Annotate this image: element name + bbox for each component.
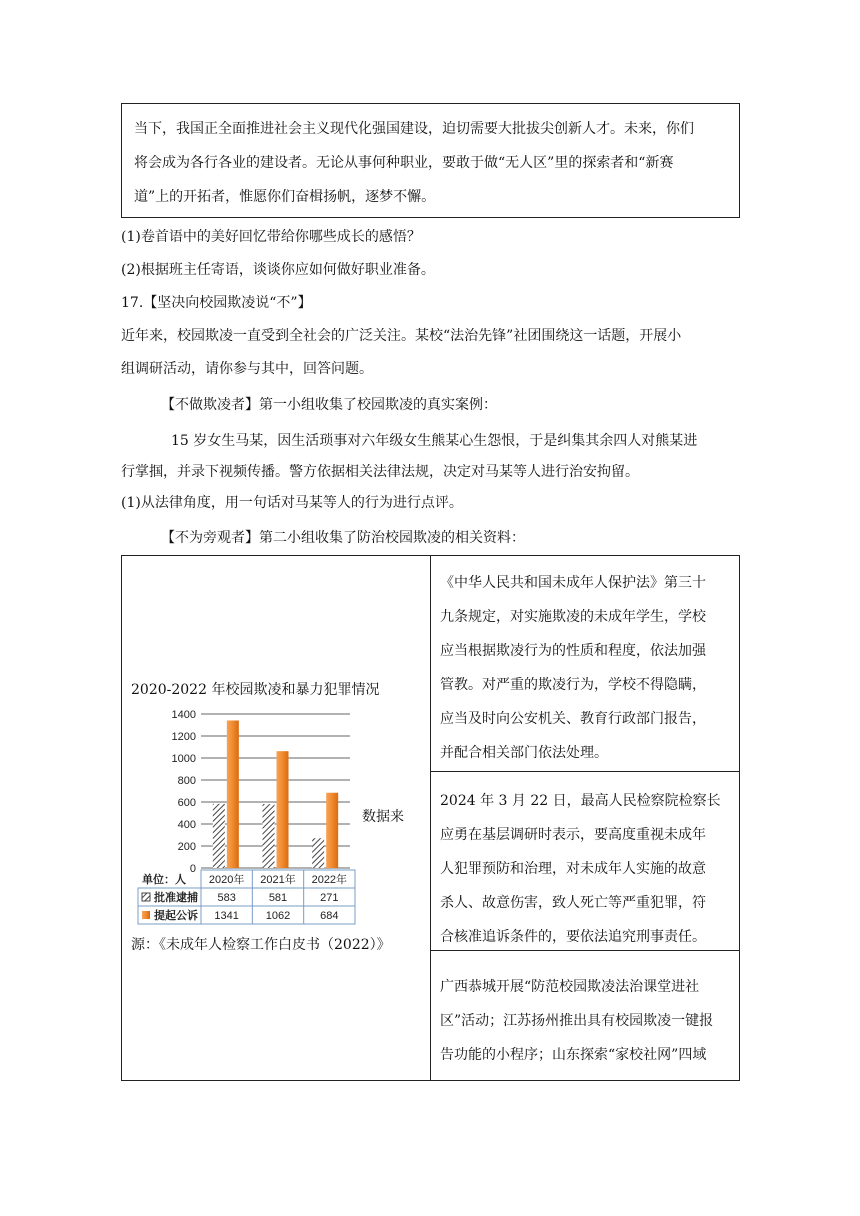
q17-case-line2: 行掌掴，并录下视频传播。警方依据相关法律法规，决定对马某等人进行治安拘留。 (121, 464, 639, 480)
law-text-line: 管教。对严重的欺凌行为，学校不得隐瞒， (440, 677, 706, 693)
quote-line: 当下，我国正全面推进社会主义现代化强国建设，迫切需要大批拔尖创新人才。未来，你们 (134, 121, 694, 137)
table-divider (430, 771, 740, 772)
local-practice-text-line: 告功能的小程序；山东探索“家校社网”四域 (440, 1047, 707, 1063)
quote-box (121, 103, 740, 218)
bar-chart (128, 702, 368, 934)
q17-sub1: (1)从法律角度，用一句话对马某等人的行为进行点评。 (121, 495, 463, 511)
q17-intro-line2: 组调研活动，请你参与其中，回答问题。 (121, 361, 373, 377)
y-tick-label: 200 (177, 841, 196, 853)
materials-table (121, 555, 740, 1081)
legend-label: 批准逮捕 (154, 892, 198, 904)
quote-line: 将会成为各行各业的建设者。无论从事何种职业，要敢于做“无人区”里的探索者和“新赛 (134, 155, 674, 171)
data-label: 271 (320, 892, 339, 904)
data-label: 583 (217, 892, 236, 904)
y-tick-label: 1400 (171, 709, 196, 721)
data-label: 684 (320, 910, 339, 922)
x-tick-label: 2022年 (311, 874, 348, 886)
law-text-line: 并配合相关部门依法处理。 (440, 745, 608, 761)
law-text-line: 九条规定，对实施欺凌的未成年学生，学校 (440, 609, 706, 625)
q17-group2: 【不为旁观者】第二小组收集了防治校园欺凌的相关资料： (161, 530, 525, 546)
law-text-line: 应当根据欺凌行为的性质和程度，依法加强 (440, 643, 706, 659)
bar (326, 793, 338, 868)
q17-group1: 【不做欺凌者】第一小组收集了校园欺凌的真实案例： (161, 397, 497, 413)
legend-swatch (142, 893, 150, 901)
local-practice-text-line: 区”活动；江苏扬州推出具有校园欺凌一键报 (440, 1013, 714, 1029)
data-label: 1062 (265, 910, 291, 922)
chart-source-part1: 数据来 (362, 809, 404, 825)
data-label: 1341 (214, 910, 239, 922)
x-tick-label: 2020年 (208, 874, 245, 886)
law-text-line: 《中华人民共和国未成年人保护法》第三十 (440, 575, 706, 591)
y-tick-label: 600 (177, 797, 196, 809)
y-tick-label: 1000 (171, 753, 196, 765)
local-practice-text-line: 广西恭城开展“防范校园欺凌法治课堂进社 (440, 979, 700, 995)
data-label: 581 (268, 892, 288, 904)
y-tick-label: 0 (189, 863, 196, 875)
x-tick-label: 2021年 (260, 874, 296, 886)
procuratorate-text-line: 应勇在基层调研时表示，要高度重视未成年 (440, 827, 706, 843)
procuratorate-text-line: 杀人、故意伤害，致人死亡等严重犯罪，符 (440, 895, 706, 911)
procuratorate-text-line: 合核准追诉条件的，要依法追究刑事责任。 (440, 929, 706, 945)
q17-title: 17.【坚决向校园欺凌说“不”】 (121, 295, 312, 311)
procuratorate-text-line: 人犯罪预防和治理，对未成年人实施的故意 (440, 861, 706, 877)
table-divider (430, 556, 431, 1080)
q17-intro-line1: 近年来，校园欺凌一直受到全社会的广泛关注。某校“法治先锋”社团围绕这一话题，开展小 (121, 328, 682, 344)
y-tick-label: 400 (177, 819, 196, 831)
bar (213, 804, 225, 868)
unit-label: 单位：人 (142, 874, 186, 886)
law-text-line: 应当及时向公安机关、教育行政部门报告， (440, 711, 706, 727)
bar (263, 804, 275, 868)
q16-sub1: (1)卷首语中的美好回忆带给你哪些成长的感悟？ (121, 229, 421, 245)
quote-line: 道”上的开拓者，惟愿你们奋楫扬帆，逐梦不懈。 (134, 189, 436, 205)
legend-swatch (142, 911, 150, 919)
bar (312, 838, 324, 868)
procuratorate-text-line: 2024 年 3 月 22 日，最高人民检察院检察长 (440, 793, 721, 809)
bar (227, 720, 239, 868)
table-divider (430, 950, 740, 951)
y-tick-label: 1200 (171, 731, 196, 743)
q17-case-line1: 15 岁女生马某，因生活琐事对六年级女生熊某心生怨恨，于是纠集其余四人对熊某进 (171, 433, 698, 449)
q16-sub2: (2)根据班主任寄语，谈谈你应如何做好职业准备。 (121, 262, 435, 278)
bar (277, 751, 289, 868)
y-tick-label: 800 (177, 775, 196, 787)
legend-label: 提起公诉 (154, 910, 198, 922)
chart-source-part2: 源：《未成年人检察工作白皮书（2022）》 (131, 937, 391, 953)
chart-title: 2020-2022 年校园欺凌和暴力犯罪情况 (131, 682, 380, 698)
